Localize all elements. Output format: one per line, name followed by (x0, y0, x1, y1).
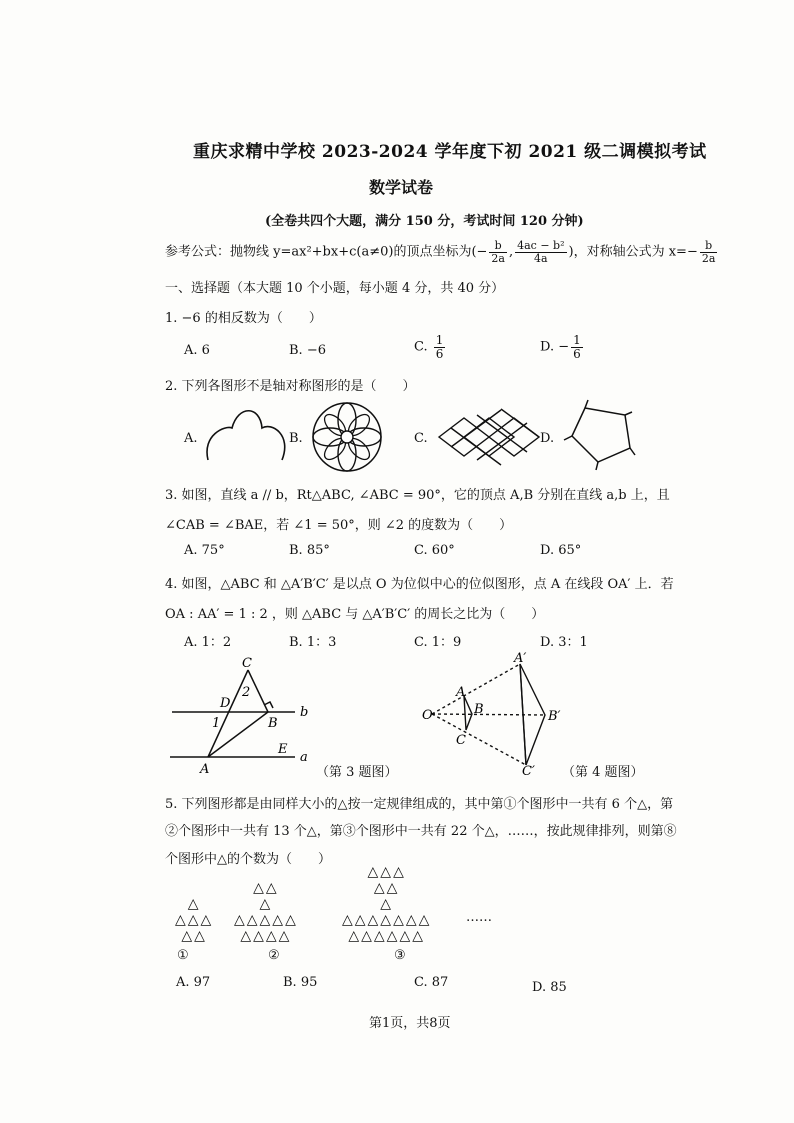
q2-option-b: B. (289, 431, 303, 446)
q2-figure-c (434, 410, 544, 465)
label-1: 1 (212, 716, 221, 731)
label-B: B (474, 702, 484, 717)
q3-option-d: D. 65° (540, 543, 582, 558)
label-2: 2 (242, 685, 251, 700)
q5-line1: 5. 下列图形都是由同样大小的△按一定规律组成的，其中第①个图形中一共有 6 个△，第 (165, 797, 674, 812)
q4-line1: 4. 如图，△ABC 和 △A′B′C′ 是以点 O 为位似中心的位似图形，点 A 在线段 OA′ 上．若 (165, 577, 674, 592)
q3-option-b: B. 85° (289, 543, 330, 558)
q5-ellipsis: …… (466, 910, 492, 925)
q5-option-a: A. 97 (176, 975, 211, 990)
page-footer: 第1页，共8页 (369, 1016, 451, 1031)
q4-option-a: A. 1：2 (184, 635, 232, 650)
label-A: A (456, 685, 466, 700)
q4-option-b: B. 1：3 (289, 635, 337, 650)
q5-fig2-label: ② (268, 948, 280, 963)
label-C: C (242, 656, 252, 671)
reference-formula: 参考公式：抛物线 y=ax²+bx+c(a≠0)的顶点坐标为(− $\frac{b}{2a}$ , $\frac{\text{4ac − b²}}{4a}$ )，对称轴公式为 x=− $\frac{b}{2a}$ (165, 239, 716, 265)
q1-option-b: B. −6 (289, 343, 326, 358)
label-A: A (200, 762, 210, 777)
q4-option-d: D. 3：1 (540, 635, 588, 650)
label-D: D (220, 696, 231, 711)
q3-line1: 3. 如图，直线 a // b，Rt△ABC, ∠ABC = 90°，它的顶点 A,B 分别在直线 a,b 上，且 (165, 488, 670, 503)
q2-figure-a (200, 400, 290, 470)
q2-option-d: D. (540, 431, 555, 446)
q5-option-c: C. 87 (414, 975, 449, 990)
label-C-prime: C′ (522, 764, 535, 779)
q5-figure-3: △△△ △△ △ △△△△△△△ △△△△△△ (342, 864, 432, 944)
q5-figure-1: △ △△△ △△ (175, 896, 214, 944)
q3-option-a: A. 75° (184, 543, 225, 558)
q2-figure-b (310, 400, 385, 475)
q1-stem: 1. −6 的相反数为（ ） (165, 311, 322, 326)
q4-line2: OA : AA′ = 1 : 2 ，则 △ABC 与 △A′B′C′ 的周长之比为（ ） (165, 607, 545, 622)
label-E: E (278, 742, 288, 757)
q4-figure-caption: （第 4 题图） (562, 765, 644, 780)
q5-line3: 个图形中△的个数为（ ） (165, 852, 331, 867)
q2-stem: 2. 下列各图形不是轴对称图形的是（ ） (165, 379, 416, 394)
exam-note: (全卷共四个大题，满分 150 分，考试时间 120 分钟) (265, 214, 584, 229)
q4-option-c: C. 1：9 (414, 635, 462, 650)
q5-option-b: B. 95 (283, 975, 318, 990)
q3-option-c: C. 60° (414, 543, 455, 558)
section-heading: 一、选择题（本大题 10 个小题，每小题 4 分，共 40 分） (165, 281, 505, 296)
q5-line2: ②个图形中一共有 13 个△，第③个图形中一共有 22 个△，……，按此规律排列，则第⑧ (165, 824, 677, 839)
q1-option-c: C. $\frac{1}{6}$ (414, 333, 444, 361)
q5-fig3-label: ③ (394, 948, 406, 963)
exam-subtitle: 数学试卷 (369, 178, 434, 197)
q2-option-c: C. (414, 431, 428, 446)
label-B: B (268, 716, 278, 731)
q1-option-a: A. 6 (184, 343, 210, 358)
q2-option-a: A. (184, 431, 198, 446)
q2-figure-d (560, 400, 640, 470)
q3-figure-caption: （第 3 题图） (316, 765, 398, 780)
q1-option-d: D. − $\frac{1}{6}$ (540, 333, 581, 361)
label-A-prime: A′ (514, 651, 527, 666)
label-b: b (300, 705, 309, 720)
q4-figure (420, 650, 580, 779)
label-B-prime: B′ (548, 709, 561, 724)
exam-title: 重庆求精中学校 2023-2024 学年度下初 2021 级二调模拟考试 (193, 142, 707, 162)
label-a: a (300, 750, 308, 765)
label-C: C (456, 733, 466, 748)
q5-fig1-label: ① (177, 948, 189, 963)
q5-figure-2: △△ △ △△△△△ △△△△ (234, 880, 298, 944)
q3-line2: ∠CAB = ∠BAE，若 ∠1 = 50°，则 ∠2 的度数为（ ） (165, 518, 513, 533)
label-O: O (422, 708, 433, 723)
q5-option-d: D. 85 (532, 980, 567, 995)
